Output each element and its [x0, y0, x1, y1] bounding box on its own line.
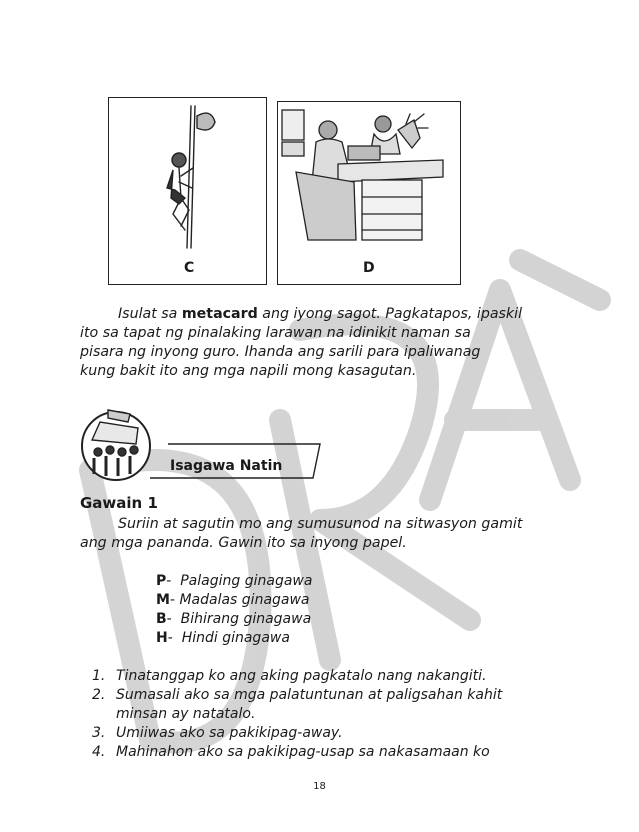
activity-title: Gawain 1 [80, 494, 158, 512]
instruction-line-3: pisara ng inyong guro. Ihanda ang sarili para ipaliwanag [80, 344, 481, 360]
list-item: 4. Mahinahon ako sa pakikipag-usap sa nakasamaan ko [92, 744, 490, 760]
figure-d [277, 101, 461, 285]
climbing-boy-illustration [109, 98, 265, 258]
activity-line-1: Suriin at sagutin mo ang sumusunod na sitwasyon gamit [118, 516, 523, 532]
legend-item: M- Madalas ginagawa [156, 592, 310, 608]
legend-item: P- Palaging ginagawa [156, 573, 313, 589]
metacard-keyword: metacard [181, 306, 258, 322]
figure-c-label: C [184, 260, 195, 276]
activity-line-2: ang mga pananda. Gawin ito sa inyong papel. [80, 535, 407, 551]
figure-c [108, 97, 267, 285]
section-banner-graphic [78, 400, 328, 490]
instruction-line-4: kung bakit ito ang mga napili mong kasagutan. [80, 363, 417, 379]
page-number: 18 [313, 781, 326, 792]
instruction-line-1: Isulat sa metacard ang iyong sagot. Pagkatapos, ipaskil [118, 306, 523, 322]
instruction-paragraph [80, 305, 550, 381]
section-title: Isagawa Natin [170, 458, 283, 474]
instruction-line-2: ito sa tapat ng pinalaking larawan na idinikit naman sa [80, 325, 471, 341]
section-banner [78, 400, 328, 490]
activity-instructions [80, 515, 550, 553]
list-item: 3. Umiiwas ako sa pakikipag-away. [92, 725, 343, 741]
figure-d-label: D [363, 260, 375, 276]
legend-item: B- Bihirang ginagawa [156, 611, 312, 627]
list-item-continuation: minsan ay natatalo. [116, 706, 256, 722]
office-desk-illustration [278, 102, 459, 252]
list-item: 1. Tinatanggap ko ang aking pagkatalo nang nakangiti. [92, 668, 487, 684]
list-item: 2. Sumasali ako sa mga palatuntunan at paligsahan kahit [92, 687, 503, 703]
legend-item: H- Hindi ginagawa [156, 630, 290, 646]
